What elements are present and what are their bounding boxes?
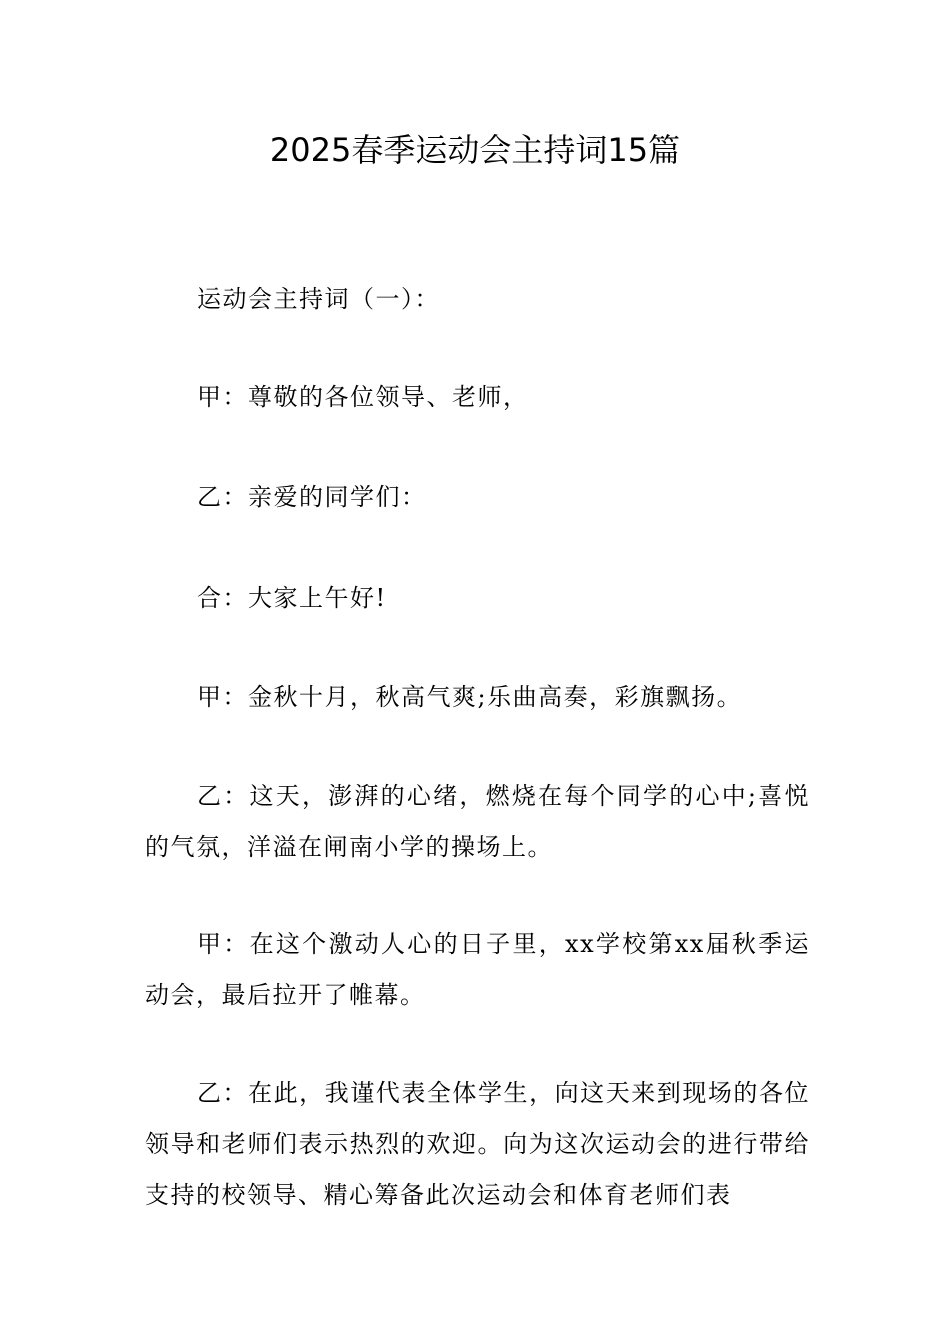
paragraph: 甲：金秋十月，秋高气爽;乐曲高奏，彩旗飘扬。 (197, 683, 743, 711)
paragraph: 合：大家上午好! (197, 584, 387, 612)
paragraph: 甲：尊敬的各位领导、老师， (197, 383, 529, 411)
paragraph: 乙：亲爱的同学们： (197, 483, 427, 511)
paragraph: 甲：在这个激动人心的日子里，xx学校第xx届秋季运动会，最后拉开了帷幕。 (145, 930, 810, 1009)
paragraph-heading: 运动会主持词（一）： (197, 285, 440, 313)
document-title: 2025春季运动会主持词15篇 (269, 131, 681, 169)
paragraph: 乙：这天，澎湃的心绪，燃烧在每个同学的心中;喜悦的气氛，洋溢在闸南小学的操场上。 (145, 782, 810, 861)
paragraph: 乙：在此，我谨代表全体学生，向这天来到现场的各位领导和老师们表示热烈的欢迎。向为这次运动会的进行带给支持的校领导、精心筹备此次运动会和体育老师们表 (145, 1079, 810, 1209)
